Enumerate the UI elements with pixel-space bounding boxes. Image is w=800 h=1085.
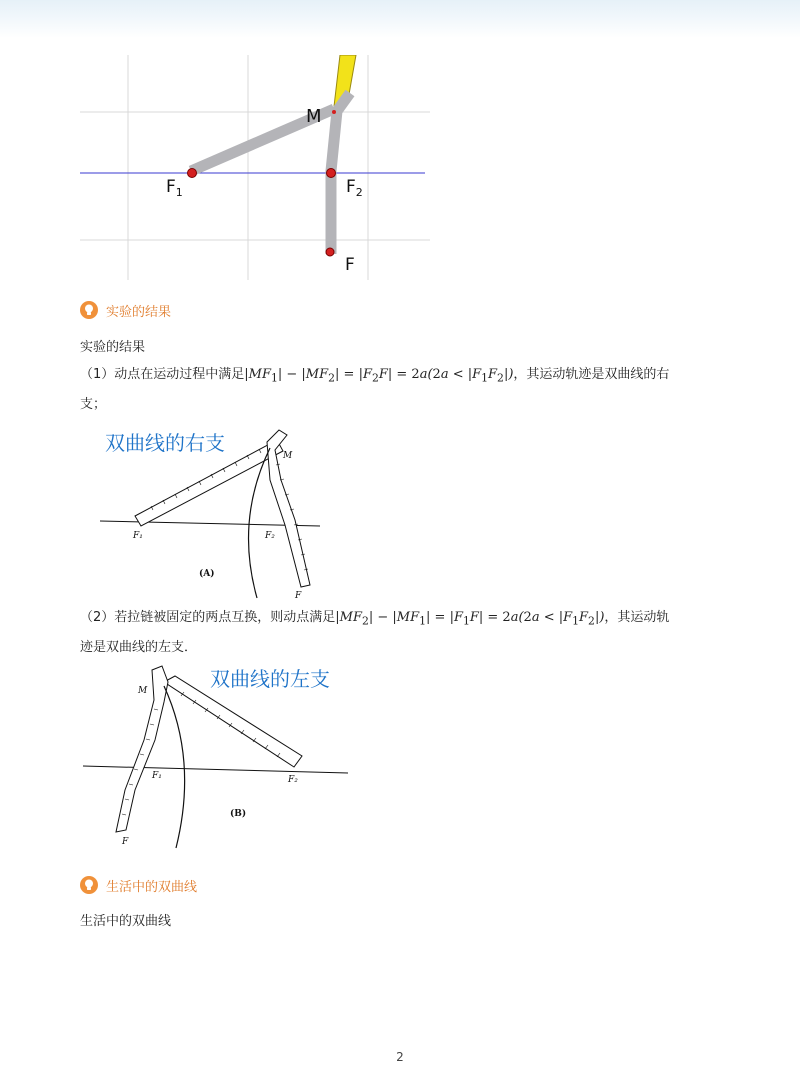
label-f: F [345,255,355,275]
label-f1: F [166,177,176,197]
label-f2-sub: 2 [355,186,363,199]
paragraph-intro: 实验的结果 [80,340,146,355]
section-heading-results [80,299,171,321]
label-m: M [283,451,293,461]
pin-f2 [327,169,336,178]
label-f1: F₁ [152,771,162,781]
paragraph-life: 生活中的双曲线 [80,914,172,929]
label-f1: F₁ [133,531,143,541]
page-number: 2 [396,1050,404,1064]
header-band [0,0,800,38]
section-title: 生活中的双曲线 [106,879,198,895]
label-m: M [138,686,148,696]
caption: (A) [199,569,215,579]
label-f2: F₂ [265,531,275,541]
paragraph-item-2: （2）若拉链被固定的两点互换，则动点满足$|MF_2| - |MF_1| = |F_1F| = 2a(2a < |F_1F_2|)$，其运动轨 迹是双曲线的左支． [80,610,670,655]
label-f2: F₂ [288,775,298,785]
left-branch-figure [80,660,352,852]
formula-right-branch: $|MF_1| - |MF_2| = |F_2F| = 2a(2a < |F_1F_2|)$ [244,367,514,385]
caption: (B) [230,809,247,819]
label-f: F [122,837,129,847]
pin-f1 [188,169,197,178]
label-f: F [295,591,302,600]
formula-left-branch: $|MF_2| - |MF_1| = |F_1F| = 2a(2a < |F_1F_2|)$ [335,610,605,628]
figure-b-title: 双曲线的左支 [210,667,330,691]
label-m: M [306,106,322,127]
zipper-experiment-figure [80,55,430,280]
figure-a-title: 双曲线的右支 [105,431,225,455]
label-f1-sub: 1 [175,186,183,199]
section-title: 实验的结果 [106,304,172,320]
lightbulb-icon [80,876,98,894]
label-f2: F [346,177,356,197]
paragraph-item-1: （1）动点在运动过程中满足$|MF_1| - |MF_2| = |F_2F| = 2a(2a < |F_1F_2|)$，其运动轨迹是双曲线的右 支； [80,367,670,412]
section-heading-life [80,874,197,896]
pin-f [326,248,334,256]
right-branch-figure [95,420,335,600]
point-m [332,110,336,114]
lightbulb-icon [80,301,98,319]
